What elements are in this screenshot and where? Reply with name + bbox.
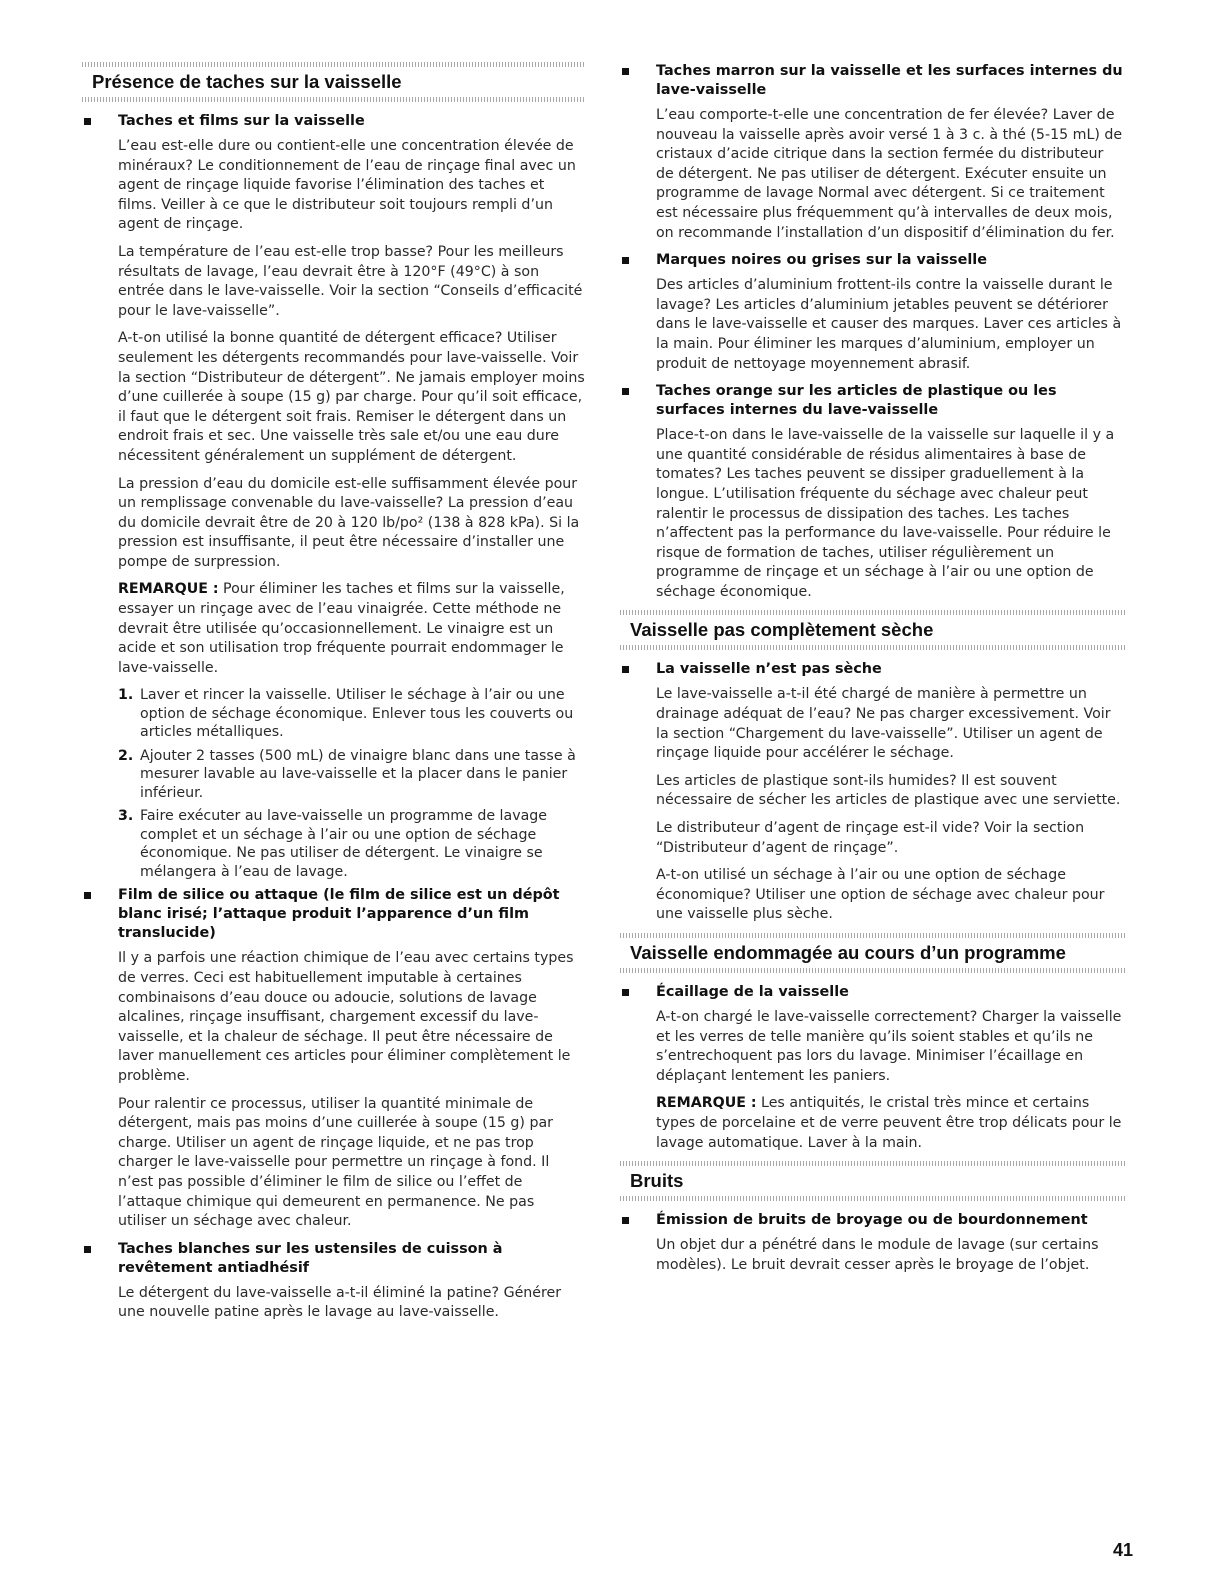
dotted-rule <box>620 1196 1125 1201</box>
section-title: Présence de taches sur la vaisselle <box>92 71 402 92</box>
troubleshoot-item-black-gray-marks <box>620 251 1125 374</box>
paragraph: A-t-on utilisé la bonne quantité de détergent efficace? Utiliser seulement les détergents recommandés pour lave-vaisselle. Voir la section “Distributeur de détergent”. Ne jamais employer moins d’une cuillerée à soupe (15 g) par charge. Pour qu’il soit efficace, il faut que le détergent soit frais. Remiser le détergent dans un endroit frais et sec. Une vaisselle très sale et/ou une eau dure nécessitent généralement un supplément de détergent. <box>118 330 585 464</box>
vinegar-steps-list <box>118 686 586 881</box>
bullet-icon <box>84 1246 91 1253</box>
list-item <box>118 747 586 803</box>
section-header-not-dry <box>620 610 1125 650</box>
list-item <box>118 686 586 742</box>
paragraph: L’eau comporte-t-elle une concentration de fer élevée? Laver de nouveau la vaisselle après avoir versé 1 à 3 c. à thé (5-15 mL) de cristaux d’acide citrique dans la section fermée du distributeur de détergent. Ne pas utiliser de détergent. Exécuter ensuite un programme de lavage Normal avec détergent. Si ce traitement est nécessaire plus fréquemment qu’à intervalles de deux mois, on recommande l’installation d’un dispositif d’élimination du fer. <box>656 107 1123 241</box>
right-column <box>620 62 1125 1283</box>
note-label: REMARQUE : <box>656 1095 757 1112</box>
paragraph: Le distributeur d’agent de rinçage est-il vide? Voir la section “Distributeur d’agent de rinçage”. <box>656 820 1085 856</box>
item-title: Film de silice ou attaque (le film de silice est un dépôt blanc irisé; l’attaque produit l’apparence d’un film translucide) <box>118 887 560 942</box>
item-title: Taches orange sur les articles de plastique ou les surfaces internes du lave-vaisselle <box>656 383 1057 419</box>
troubleshoot-item-chipping <box>620 983 1125 1153</box>
item-title: Taches blanches sur les ustensiles de cuisson à revêtement antiadhésif <box>118 1240 503 1276</box>
step-text: Ajouter 2 tasses (500 mL) de vinaigre blanc dans une tasse à mesurer lavable au lave-vaisselle et la placer dans le panier inférieur. <box>140 747 576 801</box>
paragraph: Un objet dur a pénétré dans le module de lavage (sur certains modèles). Le bruit devrait cesser après le broyage de l’objet. <box>656 1237 1099 1273</box>
note-paragraph <box>118 580 586 678</box>
bullet-icon <box>622 989 629 996</box>
left-column <box>82 62 586 1331</box>
step-text: Laver et rincer la vaisselle. Utiliser le séchage à l’air ou une option de séchage économique. Enlever tous les couverts ou articles métalliques. <box>140 687 574 741</box>
section-title: Bruits <box>630 1170 684 1192</box>
paragraph: L’eau est-elle dure ou contient-elle une concentration élevée de minéraux? Le conditionnement de l’eau de rinçage final avec un agent de rinçage liquide favorise l’élimination des taches et films. Veiller à ce que le distributeur soit toujours rempli d’un agent de rinçage. <box>118 138 576 233</box>
bullet-icon <box>622 1217 629 1224</box>
paragraph: Il y a parfois une réaction chimique de l’eau avec certains types de verres. Ceci est habituellement imputable à certaines combinaisons d’eau douce ou adoucie, solutions de lavage alcalines, rinçage insuffisant, chargement excessif du lave-vaisselle, et la chaleur de séchage. Il peut être nécessaire de laver manuellement ces articles pour éliminer complètement le problème. <box>118 950 574 1084</box>
paragraph: Les articles de plastique sont-ils humides? Il est souvent nécessaire de sécher les articles de plastique avec une serviette. <box>656 772 1121 809</box>
bullet-icon <box>622 388 629 395</box>
bullet-icon <box>84 118 91 125</box>
troubleshoot-item-spots-films <box>82 112 586 881</box>
step-number: 3. <box>118 808 134 825</box>
item-title: La vaisselle n’est pas sèche <box>656 661 882 678</box>
paragraph: Le détergent du lave-vaisselle a-t-il éliminé la patine? Générer une nouvelle patine après le lavage au lave-vaisselle. <box>118 1284 562 1321</box>
troubleshoot-item-silica-film <box>82 886 586 1231</box>
dotted-rule <box>620 645 1125 650</box>
paragraph: Le lave-vaisselle a-t-il été chargé de manière à permettre un drainage adéquat de l’eau? Ne pas charger excessivement. Voir la section “Chargement du lave-vaisselle”. Utiliser un agent de rinçage liquide pour accélérer le séchage. <box>656 686 1111 762</box>
note-text: Pour éliminer les taches et films sur la vaisselle, essayer un rinçage avec de l’eau vinaigrée. Cette méthode ne devrait être utilisée qu’occasionnellement. Le vinaigre est un acide et son utilisation trop fréquente pourrait endommager le lave-vaisselle. <box>118 581 565 676</box>
step-text: Faire exécuter au lave-vaisselle un programme de lavage complet et un séchage à l’air ou une option de séchage économique. Ne pas utiliser de détergent. Le vinaigre se mélangera à l’eau de lavage. <box>140 808 548 880</box>
troubleshoot-item-brown-stains <box>620 62 1125 243</box>
paragraph: A-t-on chargé le lave-vaisselle correctement? Charger la vaisselle et les verres de telle manière qu’ils soient stables et qu’ils ne s’entrechoquent pas lors du lavage. Minimiser l’écaillage en déplaçant lentement les paniers. <box>656 1009 1122 1084</box>
troubleshoot-item-nonstick-white-spots <box>82 1240 586 1323</box>
note-label: REMARQUE : <box>118 581 219 598</box>
bullet-icon <box>84 892 91 899</box>
section-header-noises <box>620 1161 1125 1201</box>
paragraph: La pression d’eau du domicile est-elle suffisamment élevée pour un remplissage convenable du lave-vaisselle? La pression d’eau du domicile devrait être de 20 à 120 lb/po² (138 à 828 kPa). Si la pression est insuffisante, il peut être nécessaire d’installer une pompe de surpression. <box>118 475 580 570</box>
paragraph: Des articles d’aluminium frottent-ils contre la vaisselle durant le lavage? Les articles d’aluminium jetables peuvent se détériorer dans le lave-vaisselle et causer des marques. Laver ces articles à la main. Pour éliminer les marques d’aluminium, employer un produit de nettoyage moyennement abrasif. <box>656 277 1122 372</box>
section-header-stains <box>82 62 586 102</box>
step-number: 1. <box>118 687 134 704</box>
note-paragraph <box>656 1094 1125 1153</box>
paragraph: Pour ralentir ce processus, utiliser la quantité minimale de détergent, mais pas moins d’une cuillerée à soupe (15 g) par charge. Utiliser un agent de rinçage liquide, et ne pas trop charger le lave-vaisselle pour permettre un rinçage à fond. Il n’est pas possible d’éliminer le film de silice ou l’effet de l’attaque chimique qui demeurent en permanence. Ne pas utiliser un séchage avec chaleur. <box>118 1095 553 1230</box>
list-item <box>118 807 586 881</box>
section-title: Vaisselle pas complètement sèche <box>630 619 934 641</box>
troubleshoot-item-grinding-noise <box>620 1211 1125 1275</box>
paragraph: Place-t-on dans le lave-vaisselle de la vaisselle sur laquelle il y a une quantité considérable de résidus alimentaires à base de tomates? Les taches peuvent se dissiper graduellement à la longue. L’utilisation fréquente du séchage avec chaleur peut ralentir le processus de dissipation des taches. Les taches n’affectent pas la performance du lave-vaisselle. Pour réduire le risque de formation de taches, utiliser régulièrement un programme de rinçage et un séchage à l’air ou une option de séchage économique. <box>656 427 1115 600</box>
item-title: Écaillage de la vaisselle <box>656 984 849 1000</box>
paragraph: A-t-on utilisé un séchage à l’air ou une option de séchage économique? Utiliser une option de séchage avec chaleur pour une vaisselle plus sèche. <box>656 867 1105 923</box>
troubleshoot-item-not-dry <box>620 660 1125 925</box>
step-number: 2. <box>118 747 134 764</box>
paragraph: La température de l’eau est-elle trop basse? Pour les meilleurs résultats de lavage, l’eau devrait être à 120°F (49°C) à son entrée dans le lave-vaisselle. Voir la section “Conseils d’efficacité pour le lave-vaisselle”. <box>118 243 583 319</box>
bullet-icon <box>622 666 629 673</box>
item-title: Émission de bruits de broyage ou de bourdonnement <box>656 1212 1088 1229</box>
bullet-icon <box>622 257 629 264</box>
item-title: Taches marron sur la vaisselle et les surfaces internes du lave-vaisselle <box>656 63 1123 98</box>
bullet-icon <box>622 68 629 75</box>
section-header-damaged <box>620 933 1125 973</box>
item-title: Taches et films sur la vaisselle <box>118 113 365 129</box>
troubleshoot-item-orange-stains <box>620 382 1125 602</box>
dotted-rule <box>620 968 1125 973</box>
dotted-rule <box>82 97 586 102</box>
page-number: 41 <box>1112 1540 1133 1560</box>
item-title: Marques noires ou grises sur la vaisselle <box>656 252 987 269</box>
section-title: Vaisselle endommagée au cours d’un programme <box>630 942 1066 963</box>
note-text: Les antiquités, le cristal très mince et certains types de porcelaine et de verre peuvent être trop délicats pour le lavage automatique. Laver à la main. <box>656 1095 1122 1151</box>
